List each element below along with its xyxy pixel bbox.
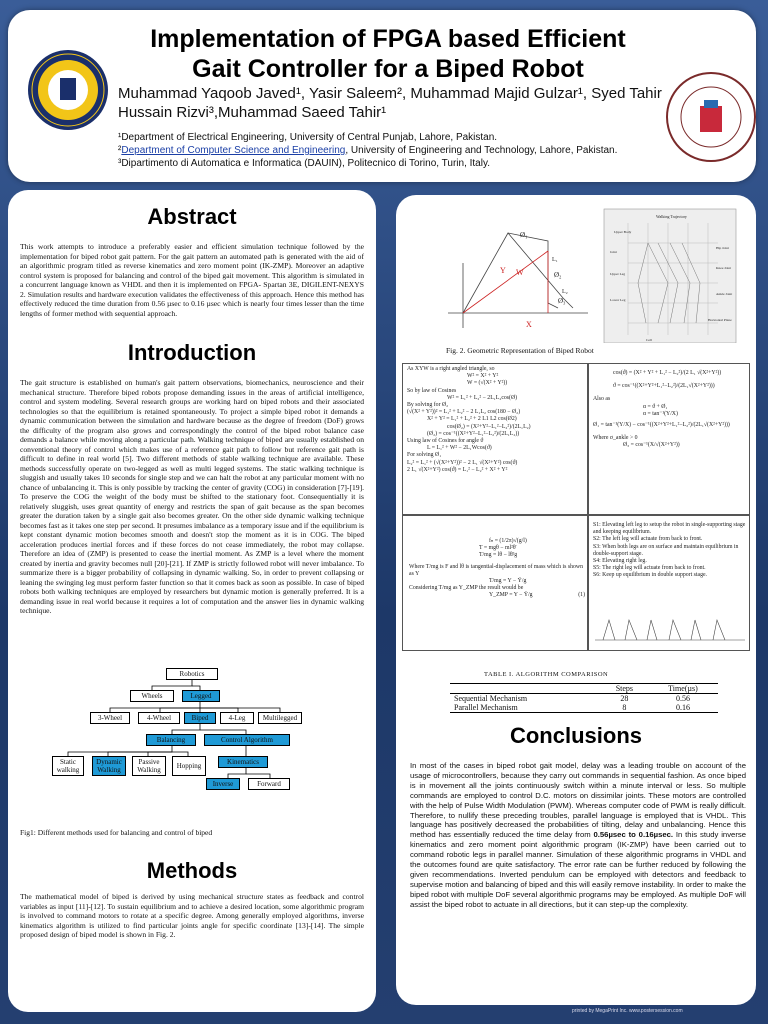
eq3-line: Considering T/mg as Y_ZMP the result would be [409,585,524,592]
poster-title [108,24,668,84]
eq2-line: cos(ϑ) = (X² + Y² + L₁² − L₂²)/(2 L₁ √(X²+Y²)) [613,370,722,376]
eq1-line: (Ø₂) = cos⁻¹((X²+Y²−L₁²−L₂²)/(2L₁L₂)) [427,430,520,437]
eq2-line: ϑ = cos⁻¹((X²+Y²+L₁²−L₂²)/(2L₁√(X²+Y²))) [613,383,715,390]
eq1-line: L = L₁² + W² − 2L₁Wcos(ϑ) [427,445,492,452]
poster-header [8,10,756,182]
gait-sequence-sketch [595,612,745,646]
figure-2 [408,203,744,343]
label-ankle-joint: Ankle Joint [716,292,733,296]
eq1-line: W² = L₁² + L₂² − 2L₁L₂cos(Ø) [447,394,518,401]
table-cell: 8 [601,703,648,713]
table-cell: Sequential Mechanism [454,694,528,703]
tree-node-kinematics: Kinematics [218,756,268,768]
eq1-line: W = (√(X² + Y²)) [467,380,508,387]
axis-label-w: W [516,268,524,277]
affiliation-2-rest: , University of Engineering and Technology, Lahore, Pakistan. [345,145,618,156]
table-cell: Parallel Mechanism [450,703,601,713]
eq1-line: As XYW is a right angled triangle, so [407,366,495,372]
equations-box-3 [402,515,588,651]
tree-node-static-walking: Static walking [52,756,84,776]
authors [118,84,678,122]
axis-label-x: X [526,320,532,329]
tree-node-robotics: Robotics [166,668,218,680]
tree-node-hopping: Hopping [172,756,206,776]
introduction-text: The gait structure is established on human's gait pattern observations, biomechanics, neuroscience and their mechanical structure. Therefore biped robots propose demanding issues in the areas of artificial intelligence, control and system modeling. Several research groups are working hard on biped robots and their associated technologies so that the equilibrium is retained spontaneously. To project a simple biped robot it demands a dynamic communication between the simulation and hardware because as the degree of freedom (DoF) grows the difficulty of the program also grows and correspondingly the control of the biped robot balance case demands a balance while moving along a particular path. Walking technique of biped are usually established on conventional theory of control which makes use of a reference gait path to follow but reference gait path is difficult to define in real world [5]. Two different methods of stable walking technique are available. These methods successfully operate on two-legged as well as multi legged systems. The static walking technique is sluggish and usually takes 10 seconds for single step and we can halt the robot at any particular moment with no chance of unbalancing it. This is only possible by tracking the center of gravity (COG) in consideration [7]-[19]. To preserve the COG the weight of the body must be shifted to the stationary foot. Consequentially it is relatively sluggish, uses great quantity of energy and restricts the span of gait because as the span becomes greater the duration taken by a single gait also becomes greater. On the other side dynamic walking technique becomes fast as it takes one step per second. It presumes imbalance as a temporary issue and if the equilibrium is kept constant dynamic motion becomes smooth and doesn't stop the moment as it is in COG. The biped acceleration produces inertial forces and if these forces do not cease immediately, the robot may collapse. Therefore an idea of (ZMP) is presented to cease the inertial moment. As ZMP is a level where the moment created by inertia and gravity becomes null [20]-[21]. If ZMP is strictly followed robot will never imbalance. To summarize there is a bigger probability of collapsing in dynamic walking. So, in order to prevent collapsing or leaning the swinging leg must perform faster function so that it comes back as soon as possible. In case of biped robots both walking techniques are employed by researchers but dynamic motion is generally preferred. It is a demanding issue in real world because it requires a lot of computation and the answer lies in dynamic walking technique. [20,378,364,615]
eq3-line: Where T/mg is F and lθ is tangential-displacement of mass which is shown as Y [409,563,583,577]
equations-box-1 [402,363,588,515]
gait-step: S2: The left leg will actuate from back to front. [593,536,703,543]
angle-label-phi3: Ø₃ [558,297,566,305]
gait-step: S5: The right leg will actuate from back to front. [593,565,706,572]
affiliation-1: ¹Department of Electrical Engineering, University of Central Punjab, Lahore, Pakistan. [118,132,498,143]
abstract-heading: Abstract [147,204,237,229]
table-caption: TABLE I. ALGORITHM COMPARISON [484,671,609,678]
uet-logo-icon [26,48,110,132]
label-lower-leg: Lower Leg [610,298,626,302]
biped-geometry-diagram [408,203,744,343]
table-cell: 0.56 [675,694,690,703]
eq2-line: α = ϑ + Ø₁ [643,403,668,410]
tree-node-4-leg: 4-Leg [220,712,254,724]
length-label-l2: L₂ [562,289,568,295]
conclusions-heading: Conclusions [509,723,642,748]
equations-box-2 [588,363,750,515]
methods-heading: Methods [146,858,238,883]
eq3-line: T/mg = lθ − lθ̈/g [479,552,518,559]
equations-box-3-lines [409,538,585,600]
gait-steps-list [593,522,747,580]
label-walking-trajectory: Walking Trajectory [656,214,687,219]
left-column-panel [8,190,376,1012]
eq1-line: (√(X² + Y²))² = L₁² + L₂² − 2 L₁L₂ cos(180 − Ø₂) [407,409,521,416]
tree-node-dynamic-walking: Dynamic Walking [92,756,126,776]
tree-node-inverse: Inverse [206,778,240,790]
equations-box-2-lines [593,370,749,450]
eq2-line: Also as [593,396,611,403]
methods-text: The mathematical model of biped is derived by using mechanical structure states as feedback and control variables as input [11]-[12]. To sustain equilibrium and to achieve a desired location, some algorithmic program is involved to command motors to rotate at a specific degree. Among generally employed algorithms, inverse kinematics algorithm is utilized to find particular joints angle for specific coordinate [13]-[14]. The simple proposed design of biped model is shown in Fig. 2. [20,892,364,939]
ucp-logo-icon [664,70,758,164]
authors-line-2: Hussain Rizvi³,Muhammad Saeed Tahir¹ [118,104,387,121]
table-cell: 28 [620,694,629,703]
methods-tree-diagram [22,666,306,810]
conclusions-bold-values: 0.56µsec to 0.16µsec. [593,830,674,840]
tree-node-multilegged: Multilegged [258,712,302,724]
eq1-line: By solving for Ø₂ [407,402,449,409]
eq1-line: 2 L₁ √(X²+Y²) cos(ϑ) = L₁² − L₂² + X² + Y² [407,466,508,473]
tree-node-passive-walking: Passive Walking [132,756,166,776]
right-column-panel [396,195,756,1005]
table-row [450,694,718,704]
eq3-line: Y_ZMP = Y − Ÿ/g [489,592,533,599]
table-header-cell: Time(µs) [648,684,718,694]
label-hip-joint: Hip Joint [716,246,729,250]
eq3-line: fₙ = (1/2π)√(g/l) [489,538,527,544]
table-header-row [450,684,718,694]
affiliation-3: ³Dipartimento di Automatica e Informatica (DAUIN), Politecnico di Torino, Turin, Italy. [118,158,490,169]
department-link[interactable]: Department of Computer Science and Engineering [121,145,346,156]
introduction-heading: Introduction [127,340,257,365]
eq3-line: T = mgθ − ml²θ̈ [479,545,516,552]
tree-node-forward: Forward [248,778,290,790]
table-row [450,703,718,713]
authors-line-1: Muhammad Yaqoob Javed¹, Yasir Saleem², Muhammad Majid Gulzar¹, Syed Tahir [118,85,662,102]
equations-box-4 [588,515,750,651]
figure-2-caption: Fig. 2. Geometric Representation of Biped Robot [446,346,594,355]
label-cell: Cell [646,338,652,342]
conclusions-text-1: In most of the cases in biped robot gait model, delay was a leading trouble on account of the usage of microcontrollers, because they carry out commands in sequential fashion. As once biped is in movement all the joints continuously switch within a minute interval or less. So multiple commands are employed to control D.C. motors on dissimilar joints. These motors are controlled with the help of Pulse Width Modulation (PWM). Whereas computer code of PWM is really difficult. Therefore, to nullify these preceding troubles, parallel language is employed that is VHDL. This language has positively decreased the probabilities of tilting, delay and unbalancing. Hence this method has essentially reduced the time delay from [410,761,746,840]
eq2-line: α = tan⁻¹(Y/X) [643,410,678,417]
gait-step: S6: Keep up equilibrium in double support stage. [593,572,707,579]
equation-number: (1) [578,592,585,599]
tree-node-balancing: Balancing [146,734,196,746]
label-knee-joint: Knee Joint [716,266,732,270]
angle-label-phi2: Ø₂ [554,271,562,279]
gait-step: S3: When both legs are on surface and maintain equilibrium in double-support stage. [593,543,739,557]
tree-node-legged: Legged [182,690,220,702]
label-horizontal-plane: Horizontal Plane [708,318,732,322]
title-line-1: Implementation of FPGA based Efficient [150,25,626,53]
title-line-2: Gait Controller for a Biped Robot [192,55,584,83]
table-header-cell: Steps [601,684,648,694]
table-cell: 0.16 [648,703,718,713]
abstract-text: This work attempts to introduce a preferably easier and efficient simulation technique followed by the implementation for biped robot gait pattern. For the gait pattern an automated path is generated with the aid of an algorithmic program titled as reverse kinematics and zero moment point (IK-ZMP). Moreover an adaptive control system is proposed for balancing and control of the biped gait movement. This algorithm is simulated in a concurrent language known as VHDL and then it is implemented on FPGA- Spartan 3E, DIGILENT-NEXYS 2. Simulation results and hardware execution validates the effectiveness of this approach. Hence this method has effectively reduced the time duration from 0.56 µsec to 0.16 µsec which is nearly four times lesser than the time lengths of former method with sequential approach. [20,242,364,318]
eq2-line: Where σ_ankle > 0 [593,435,638,442]
eq1-line: W² = X² + Y² [467,373,499,380]
figure-1-caption: Fig1: Different methods used for balancing and control of biped [20,828,213,837]
eq1-line: X² + Y² = L₁² + L₂² + 2 L1 L2 cos(Ø2) [427,416,517,423]
axis-label-y: Y [500,266,506,275]
label-upper-leg: Upper Leg [610,272,626,276]
affiliation-2 [118,144,698,157]
conclusions-text-2: In this study inverse kinematics and zero moment point algorithmic program (IK-ZMP) have been carried out to command robotic legs in parallel manner. Simulation of these algorithmic programs in VHDL and the outcomes found are quite satisfactory. The error rate can be further reduced by following the given recommendations. Inverted pendulum can be employed with detectors and feedback to supervise motion and balancing of biped and this will easily remove instability. In order to make the biped robot with multiple DoF several algorithmic programs may be employed. As multiple DoF will assist the biped robot to actuate in all directions, but it can step-up the complexity. [410,830,746,909]
tree-node-3-wheel: 3-Wheel [90,712,130,724]
eq1-line: So by law of Cosines [407,387,457,394]
eq2-line: Ø₃ = cos⁻¹(X/√(X²+Y²)) [623,442,680,449]
conclusions-text [410,761,746,910]
eq1-line: L₂² = L₁² + (√(X²+Y²))² − 2 L₁ √(X²+Y²) cos(ϑ) [407,459,518,466]
gait-step: S1: Elevating left leg to setup the robot in single-supporting stage and keeping equilibrium. [593,522,746,536]
eq3-line: T/mg = Y − Ÿ/g [489,578,527,585]
label-upper-body: Upper Body [614,230,632,234]
affiliation-2-prefix: ² [118,145,122,156]
label-joint: Joint [610,250,617,254]
tree-node-biped: Biped [184,712,216,724]
angle-label-phi1: Ø₁ [520,231,528,239]
length-label-l1: L₁ [552,257,558,263]
equations-box-1-lines [407,366,587,474]
tree-node-control-algorithm: Control Algorithm [204,734,290,746]
table-header-cell [450,684,601,694]
affiliations [118,131,698,170]
eq1-line: cos(Ø₂) = (X²+Y²−L₁²−L₂²)/(2L₁L₂) [447,423,531,430]
gait-step: S4: Elevating right leg. [593,558,647,565]
eq1-line: For solving Ø₁ [407,452,442,459]
printer-credit: printed by MegaPrint Inc. www.postersession.com [572,1008,683,1014]
tree-node-wheels: Wheels [130,690,174,702]
tree-node-4-wheel: 4-Wheel [138,712,180,724]
eq1-line: Using law of Cosines for angle ϑ [407,438,484,445]
algorithm-comparison-table [450,683,718,713]
eq2-line: Ø₁ = tan⁻¹(Y/X) − cos⁻¹((X²+Y²+L₁²−L₂²)/(2L₁√(X²+Y²))) [593,422,730,429]
